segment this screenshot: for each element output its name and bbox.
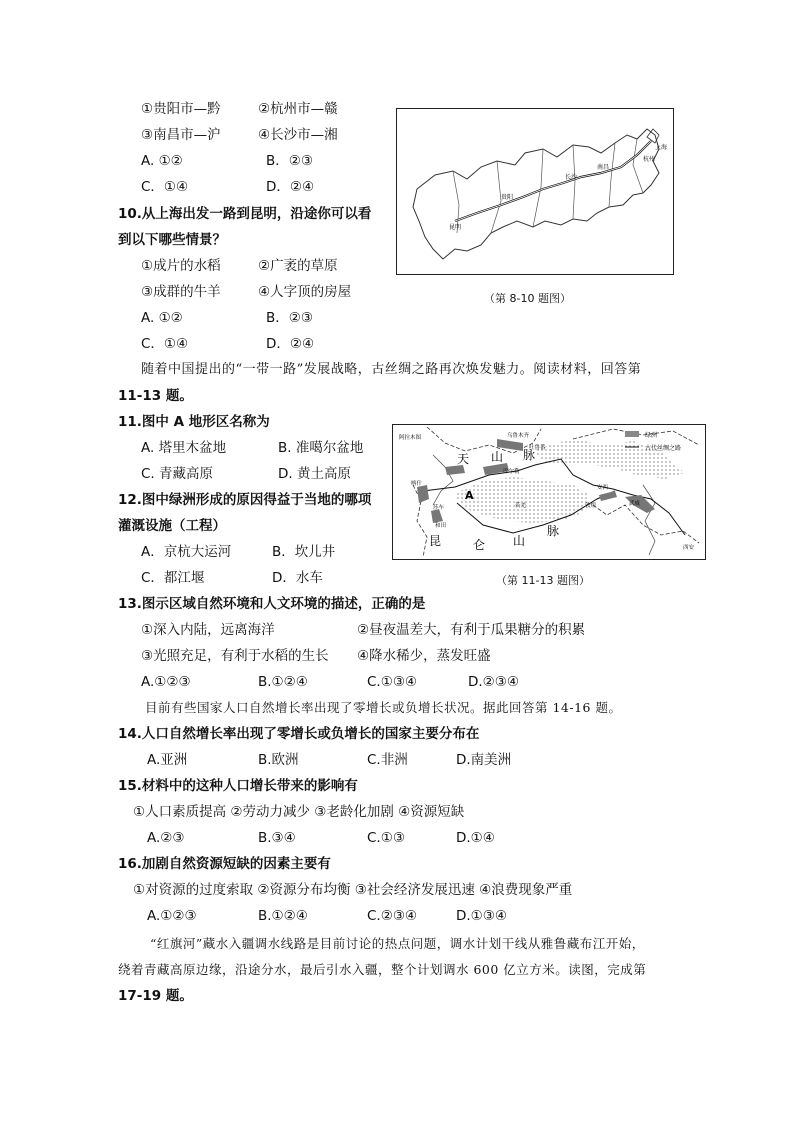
q11-choice-b: B. 准噶尔盆地 (278, 440, 364, 456)
q14-choice-b: B.欧洲 (258, 752, 299, 768)
map1-label-changsha: 长沙 (565, 174, 578, 181)
map2-legend-oasis: 绿洲 (645, 432, 658, 439)
map2-label-kun: 昆 (429, 534, 442, 548)
q15-choice-d: D.①④ (456, 830, 495, 846)
intro-11-13-line2: 11-13 题。 (118, 388, 193, 404)
map-shanghai-kunming-figure (397, 109, 673, 274)
map1-label-guiyang: 贵阳 (501, 194, 514, 201)
q12-stem-line1: 12.图中绿洲形成的原因得益于当地的哪项 (118, 492, 372, 508)
q14-choice-a: A.亚洲 (147, 752, 188, 768)
map2-place-almaty: 阿拉木图 (399, 435, 422, 441)
q9-choice-b: B．②③ (266, 153, 313, 169)
q15-choice-c: C.①③ (367, 830, 405, 846)
intro-11-13-line1: 随着中国提出的“一带一路”发展战略，古丝绸之路再次焕发魅力。阅读材料，回答第 (141, 362, 642, 377)
q10-stem-line1: 10.从上海出发一路到昆明，沿途你可以看 (118, 206, 372, 222)
map2-label-mai2: 脉 (547, 524, 560, 538)
q10-option-2: ②广袤的草原 (258, 258, 338, 274)
intro-17-19-line3: 17-19 题。 (118, 988, 193, 1004)
intro-14-16: 目前有些国家人口自然增长率出现了零增长或负增长状况。据此回答第 14-16 题。 (145, 700, 622, 715)
map2-place-shache: 莎车 (433, 505, 445, 511)
q14-stem: 14.人口自然增长率出现了零增长或负增长的国家主要分布在 (118, 726, 480, 742)
map2-legend-route: 古代丝绸之路 (645, 445, 682, 452)
q11-stem: 11.图中 A 地形区名称为 (118, 414, 270, 430)
q12-choice-a: A．京杭大运河 (141, 544, 232, 560)
q10-choice-a: A. ①② (141, 310, 183, 326)
intro-17-19-line2: 绕着青藏高原边缘，沿途分水，最后引水入疆，整个计划调水 600 亿立方米。读图，完成第 (118, 962, 647, 977)
map2-place-anxi: 安西 (597, 485, 609, 491)
map2-place-dunhuang: 敦煌 (585, 503, 597, 509)
q15-choice-a: A.②③ (147, 830, 185, 846)
q13-stem: 13.图示区域自然环境和人文环境的描述，正确的是 (118, 596, 426, 612)
q13-choice-b: B.①②④ (258, 674, 308, 690)
map1-label-shanghai: 上海 (655, 144, 668, 151)
q16-choice-b: B.①②④ (258, 908, 308, 924)
map2-place-korla: 库尔勒 (503, 469, 520, 475)
q10-choice-d: D．②④ (266, 336, 315, 352)
q12-choice-d: D．水车 (272, 570, 323, 586)
map-silk-road-figure (393, 425, 705, 559)
map2-label-mai: 脉 (523, 448, 536, 462)
map1-label-nanchang: 南昌 (597, 164, 610, 171)
map1-label-hangzhou: 杭州 (643, 156, 656, 163)
map-shanghai-kunming (396, 108, 674, 275)
q10-choice-c: C．①④ (141, 336, 189, 352)
q9-choice-d: D．②④ (266, 179, 315, 195)
q11-choice-c: C. 青藏高原 (141, 466, 214, 482)
q16-choice-a: A.①②③ (147, 908, 197, 924)
q16-options: ①对资源的过度索取 ②资源分布均衡 ③社会经济发展迅速 ④浪费现象严重 (133, 882, 573, 898)
q9-choice-a: A. ①② (141, 153, 183, 169)
q9-option-2: ②杭州市—赣 (258, 101, 338, 117)
intro-17-19-line1: “红旗河”藏水入疆调水线路是目前讨论的热点问题，调水计划干线从雅鲁藏布江开始， (150, 936, 645, 951)
q12-choice-b: B．坎儿井 (272, 544, 336, 560)
q10-option-1: ①成片的水稻 (141, 258, 221, 274)
q10-stem-line2: 到以下哪些情景？ (118, 232, 226, 248)
q13-option-3: ③光照充足，有利于水稻的生长 (141, 648, 329, 664)
map2-place-kashgar: 喀什 (411, 481, 423, 487)
q13-option-4: ④降水稀少，蒸发旺盛 (357, 648, 491, 664)
q9-option-1: ①贵阳市—黔 (141, 101, 221, 117)
map2-label-lun: 仑 (473, 538, 486, 552)
map2-place-hotan: 和田 (435, 523, 447, 529)
map1-label-kunming: 昆明 (449, 224, 462, 231)
q14-choice-c: C.非洲 (367, 752, 408, 768)
q11-choice-d: D. 黄土高原 (278, 466, 351, 482)
map2-place-ruoqiang: 若羌 (515, 503, 527, 509)
q16-choice-c: C.②③④ (367, 908, 418, 924)
q9-option-4: ④长沙市—湘 (258, 127, 338, 143)
q12-stem-line2: 灌溉设施（工程） (118, 518, 226, 534)
map2-label-shan: 山 (491, 450, 504, 464)
q9-choice-c: C．①④ (141, 179, 189, 195)
q14-choice-d: D.南美洲 (456, 752, 512, 768)
q9-option-3: ③南昌市—沪 (141, 127, 221, 143)
map2-place-urumqi: 乌鲁木齐 (507, 433, 530, 439)
q11-choice-a: A. 塔里木盆地 (141, 440, 227, 456)
map2-label-a: A (465, 489, 474, 502)
q15-choice-b: B.③④ (258, 830, 296, 846)
map2-caption: （第 11-13 题图） (496, 574, 590, 587)
q13-choice-c: C.①③④ (367, 674, 418, 690)
map1-caption: （第 8-10 题图） (484, 292, 571, 305)
q13-choice-d: D.②③④ (468, 674, 519, 690)
map2-place-wuwei: 武威 (629, 501, 641, 507)
q15-stem: 15.材料中的这种人口增长带来的影响有 (118, 778, 358, 794)
q12-choice-c: C．都江堰 (141, 570, 205, 586)
q15-options: ①人口素质提高 ②劳动力减少 ③老龄化加剧 ④资源短缺 (133, 804, 465, 820)
q16-choice-d: D.①③④ (456, 908, 507, 924)
q13-choice-a: A.①②③ (141, 674, 191, 690)
map2-place-xian: 西安 (683, 545, 695, 551)
q10-choice-b: B．②③ (266, 310, 313, 326)
map2-label-shan2: 山 (513, 534, 526, 548)
q13-option-2: ②昼夜温差大，有利于瓜果糖分的积累 (357, 622, 586, 638)
q13-option-1: ①深入内陆，远离海洋 (141, 622, 275, 638)
map2-place-turpan: 吐鲁番 (529, 445, 546, 451)
q10-option-4: ④人字顶的房屋 (258, 284, 352, 300)
map2-label-tian: 天 (457, 452, 470, 466)
map-silk-road (392, 424, 706, 560)
q16-stem: 16.加剧自然资源短缺的因素主要有 (118, 856, 331, 872)
q10-option-3: ③成群的牛羊 (141, 284, 221, 300)
